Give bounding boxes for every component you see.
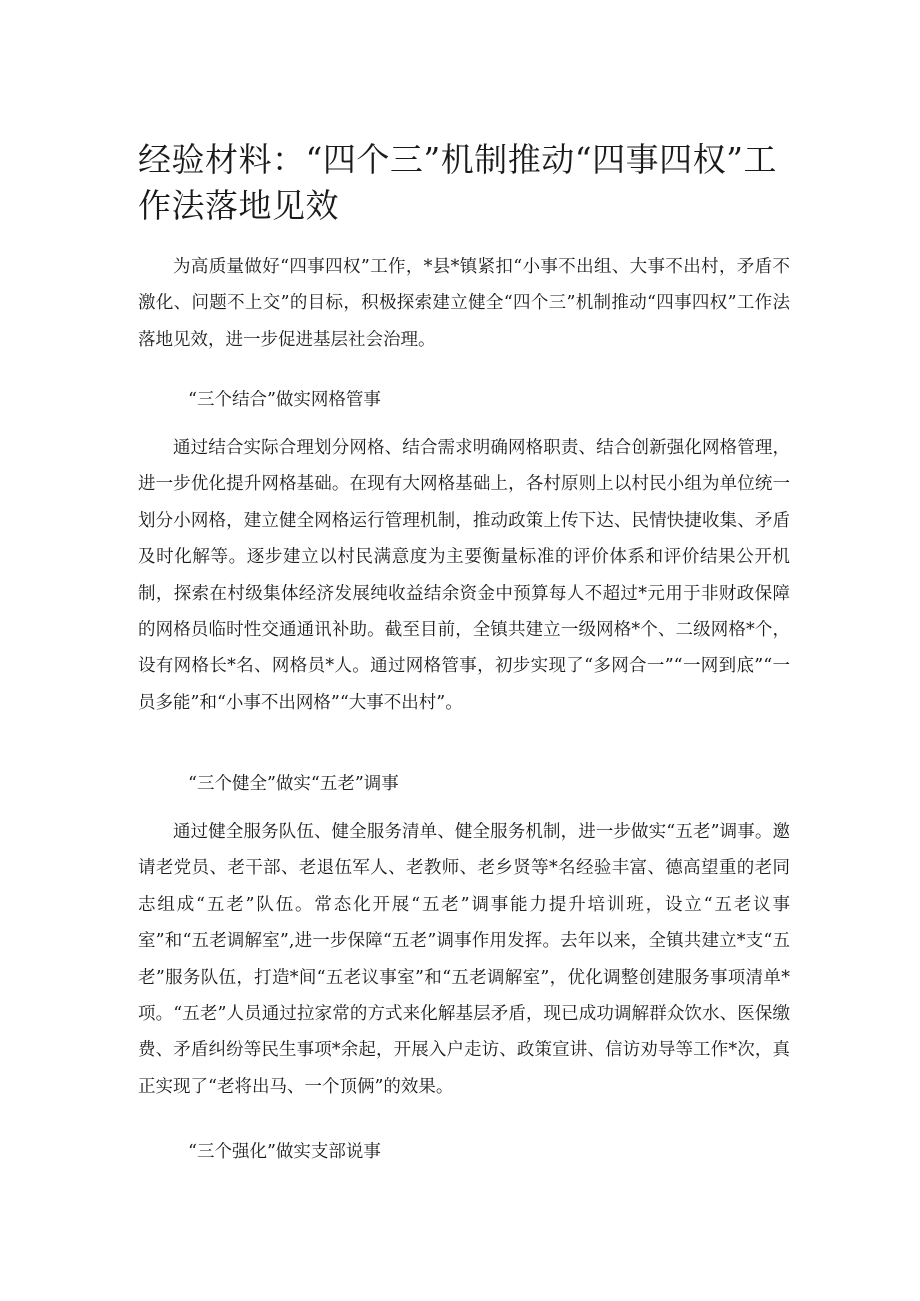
section-heading-grid: “三个结合”做实网格管事 [188, 390, 381, 410]
section-body-grid: 通过结合实际合理划分网格、结合需求明确网格职责、结合创新强化网格管理，进一步优化提升网格基础。在现有大网格基础上，各村原则上以村民小组为单位统一划分小网格，建立健全网格运行管理机制，推动政策上传下达、民情快捷收集、矛盾及时化解等。逐步建立以村民满意度为主要衡量标准的评价体系和评价结果公开机制，探索在村级集体经济发展纯收益结余资金中预算每人不超过*元用于非财政保障的网格员临时性交通通讯补助。截至目前，全镇共建立一级网格*个、二级网格*个，设有网格长*名、网格员*人。通过网格管事，初步实现了“多网合一”“一网到底”“一员多能”和“小事不出网格”“大事不出村”。 [138, 438, 790, 713]
section-heading-branch: “三个强化”做实支部说事 [188, 1142, 381, 1162]
intro-paragraph: 为高质量做好“四事四权”工作，*县*镇紧扣“小事不出组、大事不出村，矛盾不激化、问题不上交”的目标，积极探索建立健全“四个三”机制推动“四事四权”工作法落地见效，进一步促进基层社会治理。 [138, 257, 790, 350]
section-heading-five-elders: “三个健全”做实“五老”调事 [188, 774, 399, 794]
document-title: 经验材料：“四个三”机制推动“四事四权”工作法落地见效 [138, 140, 777, 225]
section-body-five-elders: 通过健全服务队伍、健全服务清单、健全服务机制，进一步做实“五老”调事。邀请老党员、老干部、老退伍军人、老教师、老乡贤等*名经验丰富、德高望重的老同志组成“五老”队伍。常态化开展“五老”调事能力提升培训班，设立“五老议事室”和“五老调解室”,进一步保障“五老”调事作用发挥。去年以来，全镇共建立*支“五老”服务队伍，打造*间“五老议事室”和“五老调解室”，优化调整创建服务事项清单*项。“五老”人员通过拉家常的方式来化解基层矛盾，现已成功调解群众饮水、医保缴费、矛盾纠纷等民生事项*余起，开展入户走访、政策宣讲、信访劝导等工作*次，真正实现了“老将出马、一个顶俩”的效果。 [138, 822, 790, 1097]
